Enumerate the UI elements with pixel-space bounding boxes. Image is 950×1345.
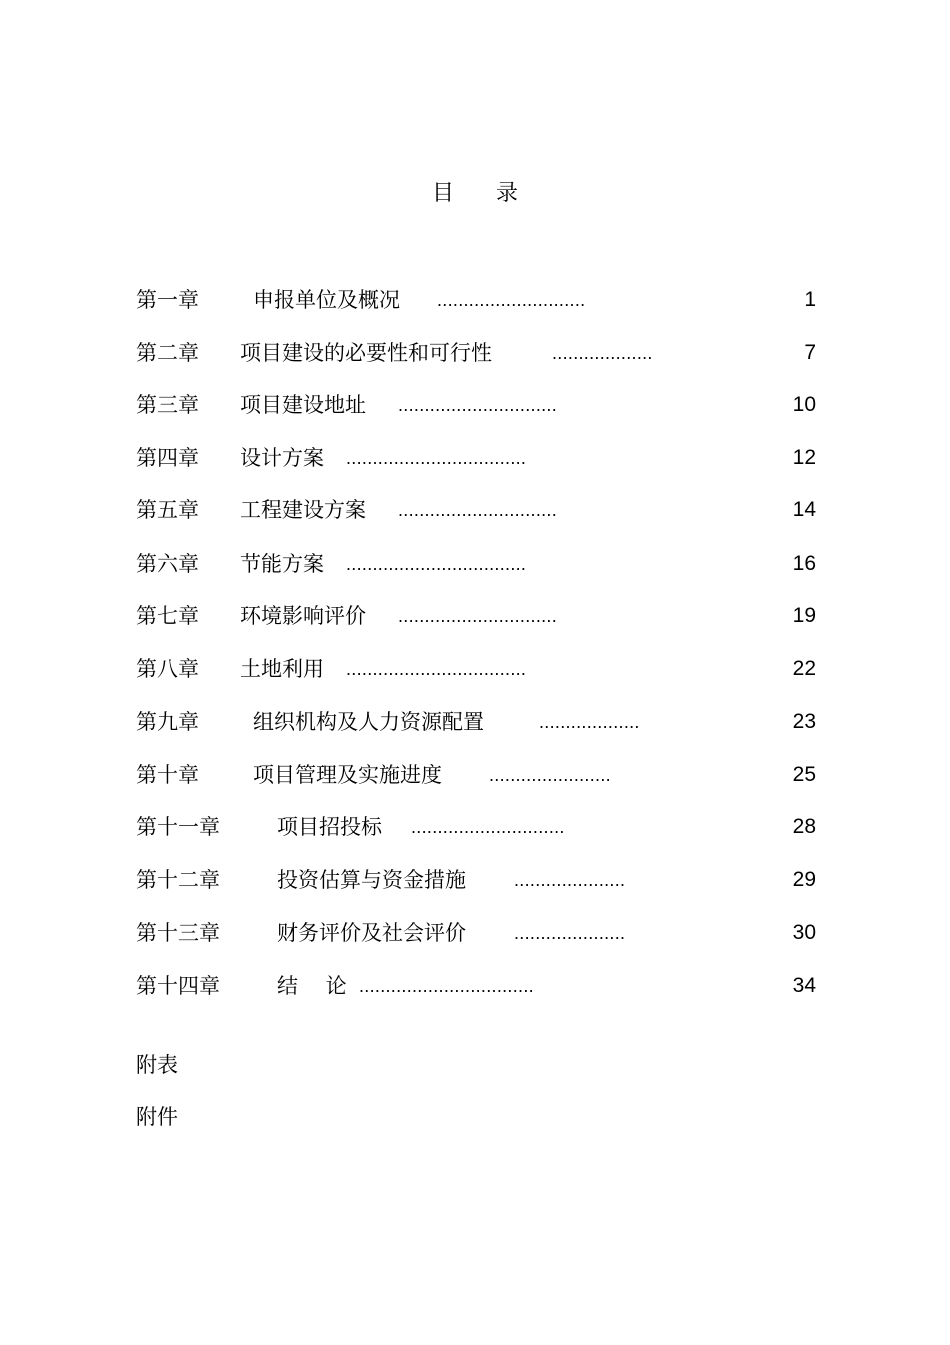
toc-entry[interactable] — [136, 335, 816, 371]
toc-chapter-name: 投资估算与资金措施 — [277, 868, 466, 892]
toc-chapter-number: 第九章 — [136, 710, 199, 734]
toc-chapter-name: 财务评价及社会评价 — [277, 921, 466, 945]
toc-chapter-name: 环境影响评价 — [240, 604, 366, 628]
toc-page-number: 28 — [792, 815, 816, 838]
toc-chapter-number: 第十二章 — [136, 868, 220, 892]
toc-page-number: 10 — [792, 393, 816, 416]
toc-page-number: 19 — [792, 604, 816, 627]
toc-page-number: 29 — [792, 868, 816, 891]
toc-page-number: 1 — [804, 288, 816, 311]
toc-chapter-number: 第十章 — [136, 763, 199, 787]
toc-chapter-number: 第十一章 — [136, 815, 220, 839]
toc-chapter-number: 第三章 — [136, 393, 199, 417]
toc-page-number: 7 — [804, 341, 816, 364]
toc-title-part1: 目 — [431, 181, 454, 206]
toc-page-number: 34 — [792, 974, 816, 997]
toc-page-number: 12 — [792, 446, 816, 469]
toc-entry[interactable] — [136, 915, 816, 951]
toc-chapter-number: 第八章 — [136, 657, 199, 681]
toc-chapter-name: 土地利用 — [240, 657, 324, 681]
toc-chapter-number: 第十四章 — [136, 974, 220, 998]
toc-entry[interactable] — [136, 651, 816, 687]
toc-leader-dots: ................... — [552, 343, 653, 363]
toc-leader-dots: .............................. — [398, 606, 558, 626]
toc-chapter-name: 组织机构及人力资源配置 — [253, 710, 484, 734]
toc-chapter-name: 申报单位及概况 — [253, 288, 400, 312]
toc-entry[interactable] — [136, 968, 816, 1004]
toc-entry[interactable] — [136, 440, 816, 476]
toc-entry[interactable] — [136, 809, 816, 845]
toc-page-number: 22 — [792, 657, 816, 680]
toc-page-number: 30 — [792, 921, 816, 944]
toc-leader-dots: ............................. — [411, 817, 565, 837]
toc-entry[interactable] — [136, 387, 816, 423]
toc-chapter-number: 第十三章 — [136, 921, 220, 945]
toc-chapter-name: 项目招投标 — [277, 815, 382, 839]
toc-title — [0, 176, 950, 212]
toc-page-number: 14 — [792, 498, 816, 521]
toc-entry[interactable] — [136, 492, 816, 528]
toc-chapter-name: 节能方案 — [240, 552, 324, 576]
toc-chapter-number: 第一章 — [136, 288, 199, 312]
toc-page-number: 25 — [792, 763, 816, 786]
toc-leader-dots: ..................... — [514, 870, 626, 890]
toc-entry[interactable] — [136, 704, 816, 740]
toc-entry[interactable] — [136, 282, 816, 318]
toc-chapter-number: 第四章 — [136, 446, 199, 470]
toc-chapter-name: 工程建设方案 — [240, 498, 366, 522]
toc-entry[interactable] — [136, 598, 816, 634]
toc-leader-dots: ................... — [539, 712, 640, 732]
toc-chapter-number: 第七章 — [136, 604, 199, 628]
toc-chapter-name: 项目管理及实施进度 — [253, 763, 442, 787]
toc-chapter-name: 结 论 — [277, 974, 347, 998]
toc-chapter-number: 第五章 — [136, 498, 199, 522]
toc-leader-dots: ....................... — [489, 765, 611, 785]
toc-leader-dots: .............................. — [398, 500, 558, 520]
toc-entry[interactable] — [136, 862, 816, 898]
toc-title-part2: 录 — [496, 181, 519, 206]
toc-chapter-name: 设计方案 — [240, 446, 324, 470]
toc-entry[interactable] — [136, 546, 816, 582]
toc-page-number: 16 — [792, 552, 816, 575]
toc-page-number: 23 — [792, 710, 816, 733]
toc-entry[interactable] — [136, 757, 816, 793]
toc-chapter-number: 第二章 — [136, 341, 199, 365]
toc-leader-dots: ............................ — [437, 290, 586, 310]
toc-leader-dots: .................................. — [346, 448, 527, 468]
toc-chapter-number: 第六章 — [136, 552, 199, 576]
appendix-tables[interactable]: 附表 — [136, 1053, 178, 1077]
toc-leader-dots: .................................. — [346, 554, 527, 574]
toc-chapter-name: 项目建设的必要性和可行性 — [240, 341, 492, 365]
appendix-attachments[interactable]: 附件 — [136, 1105, 178, 1129]
toc-leader-dots: .................................. — [346, 659, 527, 679]
toc-leader-dots: ................................. — [359, 976, 534, 996]
toc-leader-dots: .............................. — [398, 395, 558, 415]
toc-leader-dots: ..................... — [514, 923, 626, 943]
toc-chapter-name: 项目建设地址 — [240, 393, 366, 417]
